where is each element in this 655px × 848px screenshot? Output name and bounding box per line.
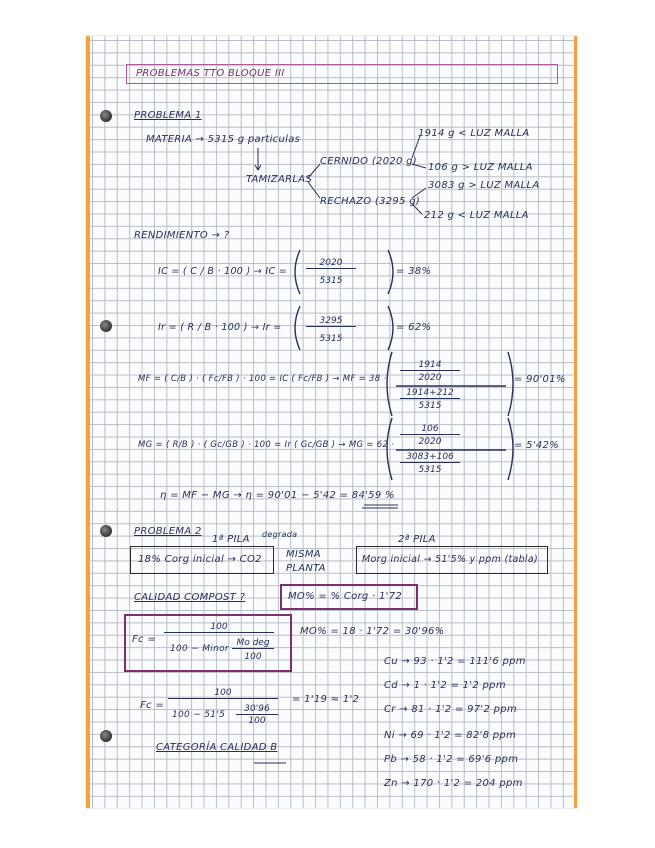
fc-calc-sub-num: 30'96 <box>236 704 278 715</box>
eta-line: η = MF − MG → η = 90'01 − 5'42 = 84'59 % <box>160 490 395 501</box>
pila1-label: 1ª PILA <box>212 534 250 545</box>
fc-calc-num: 100 <box>168 688 278 699</box>
fc-num: 100 <box>164 622 274 633</box>
mg-n1: 106 <box>400 424 460 435</box>
ic-den: 5315 <box>319 276 343 286</box>
result-2: 106 g > LUZ MALLA <box>428 162 533 173</box>
misma-planta: MISMA PLANTA <box>286 549 326 574</box>
problema2-heading: PROBLEMA 2 <box>134 526 202 537</box>
mo-calc: MO% = 18 · 1'72 = 30'96% <box>300 626 445 637</box>
fc-calc-den: 100 − 51'5 <box>172 710 226 720</box>
mg-d1: 2020 <box>418 437 442 447</box>
mg-d2: 5315 <box>418 465 442 475</box>
pila1-text: 18% Corg inicial → CO2 <box>138 554 262 565</box>
categoria-label: CATEGORÍA CALIDAD B <box>156 742 278 753</box>
fc-calc-result: = 1'19 ≈ 1'2 <box>292 694 360 705</box>
ic-formula: IC = ( C / B · 100 ) → IC = <box>158 266 287 277</box>
mf-d1: 2020 <box>418 373 442 383</box>
mg-formula: MG = ( R/B ) · ( Gc/GB ) · 100 = Ir ( Gc/GB ) → MG = 62 · <box>138 440 395 450</box>
materia-line: MATERIA → 5315 g particulas <box>146 134 301 145</box>
result-1: 1914 g < LUZ MALLA <box>418 128 530 139</box>
ic-num: 2020 <box>306 258 356 269</box>
metal-cd: Cd → 1 · 1'2 = 1'2 ppm <box>384 680 506 691</box>
fc-den: 100 − Minor <box>170 644 229 654</box>
result-3: 3083 g > LUZ MALLA <box>428 180 540 191</box>
pila2-text: Morg inicial → 51'5% y ppm (tabla) <box>362 554 539 565</box>
metal-cr: Cr → 81 · 1'2 = 97'2 ppm <box>384 704 517 715</box>
metal-pb: Pb → 58 · 1'2 = 69'6 ppm <box>384 754 519 765</box>
mf-formula: MF = ( C/B ) · ( Fc/FB ) · 100 = IC ( Fc/FB ) → MF = 38 · <box>138 374 387 384</box>
mo-formula: MO% = % Corg · 1'72 <box>288 591 403 602</box>
ic-result: = 38% <box>396 266 432 277</box>
mf-n1: 1914 <box>400 360 460 371</box>
fc-sub-den: 100 <box>244 652 262 662</box>
problema1-heading: PROBLEMA 1 <box>134 110 202 121</box>
metal-cu: Cu → 93 · 1'2 = 111'6 ppm <box>384 656 526 667</box>
ir-num: 3295 <box>306 316 356 327</box>
rechazo-label: RECHAZO (3295 g) <box>320 196 421 207</box>
cernido-label: CERNIDO (2020 g) <box>320 156 418 167</box>
rendimiento-label: RENDIMIENTO → ? <box>134 230 230 241</box>
mf-d2: 5315 <box>418 401 442 411</box>
ir-den: 5315 <box>319 334 343 344</box>
metal-zn: Zn → 170 · 1'2 = 204 ppm <box>384 778 523 789</box>
mg-n2: 3083+106 <box>400 452 460 463</box>
fc-sub-num: Mo deg <box>232 638 274 649</box>
fc-lhs: Fc = <box>132 634 157 645</box>
ir-result: = 62% <box>396 322 432 333</box>
calidad-label: CALIDAD COMPOST ? <box>134 592 246 603</box>
fc-calc-lhs: Fc = <box>140 700 165 711</box>
result-4: 212 g < LUZ MALLA <box>424 210 529 221</box>
pila2-label: 2ª PILA <box>398 534 436 545</box>
page-title: PROBLEMAS TTO BLOQUE III <box>136 68 285 79</box>
tamizarlas-label: TAMIZARLAS <box>246 174 313 185</box>
metal-ni: Ni → 69 · 1'2 = 82'8 ppm <box>384 730 517 741</box>
mf-result: = 90'01% <box>514 374 566 385</box>
mf-n2: 1914+212 <box>400 388 460 399</box>
mg-result: = 5'42% <box>514 440 559 451</box>
degrada-note: degrada <box>262 530 298 539</box>
ir-formula: Ir = ( R / B · 100 ) → Ir = <box>158 322 282 333</box>
fc-calc-sub-den: 100 <box>248 716 266 726</box>
